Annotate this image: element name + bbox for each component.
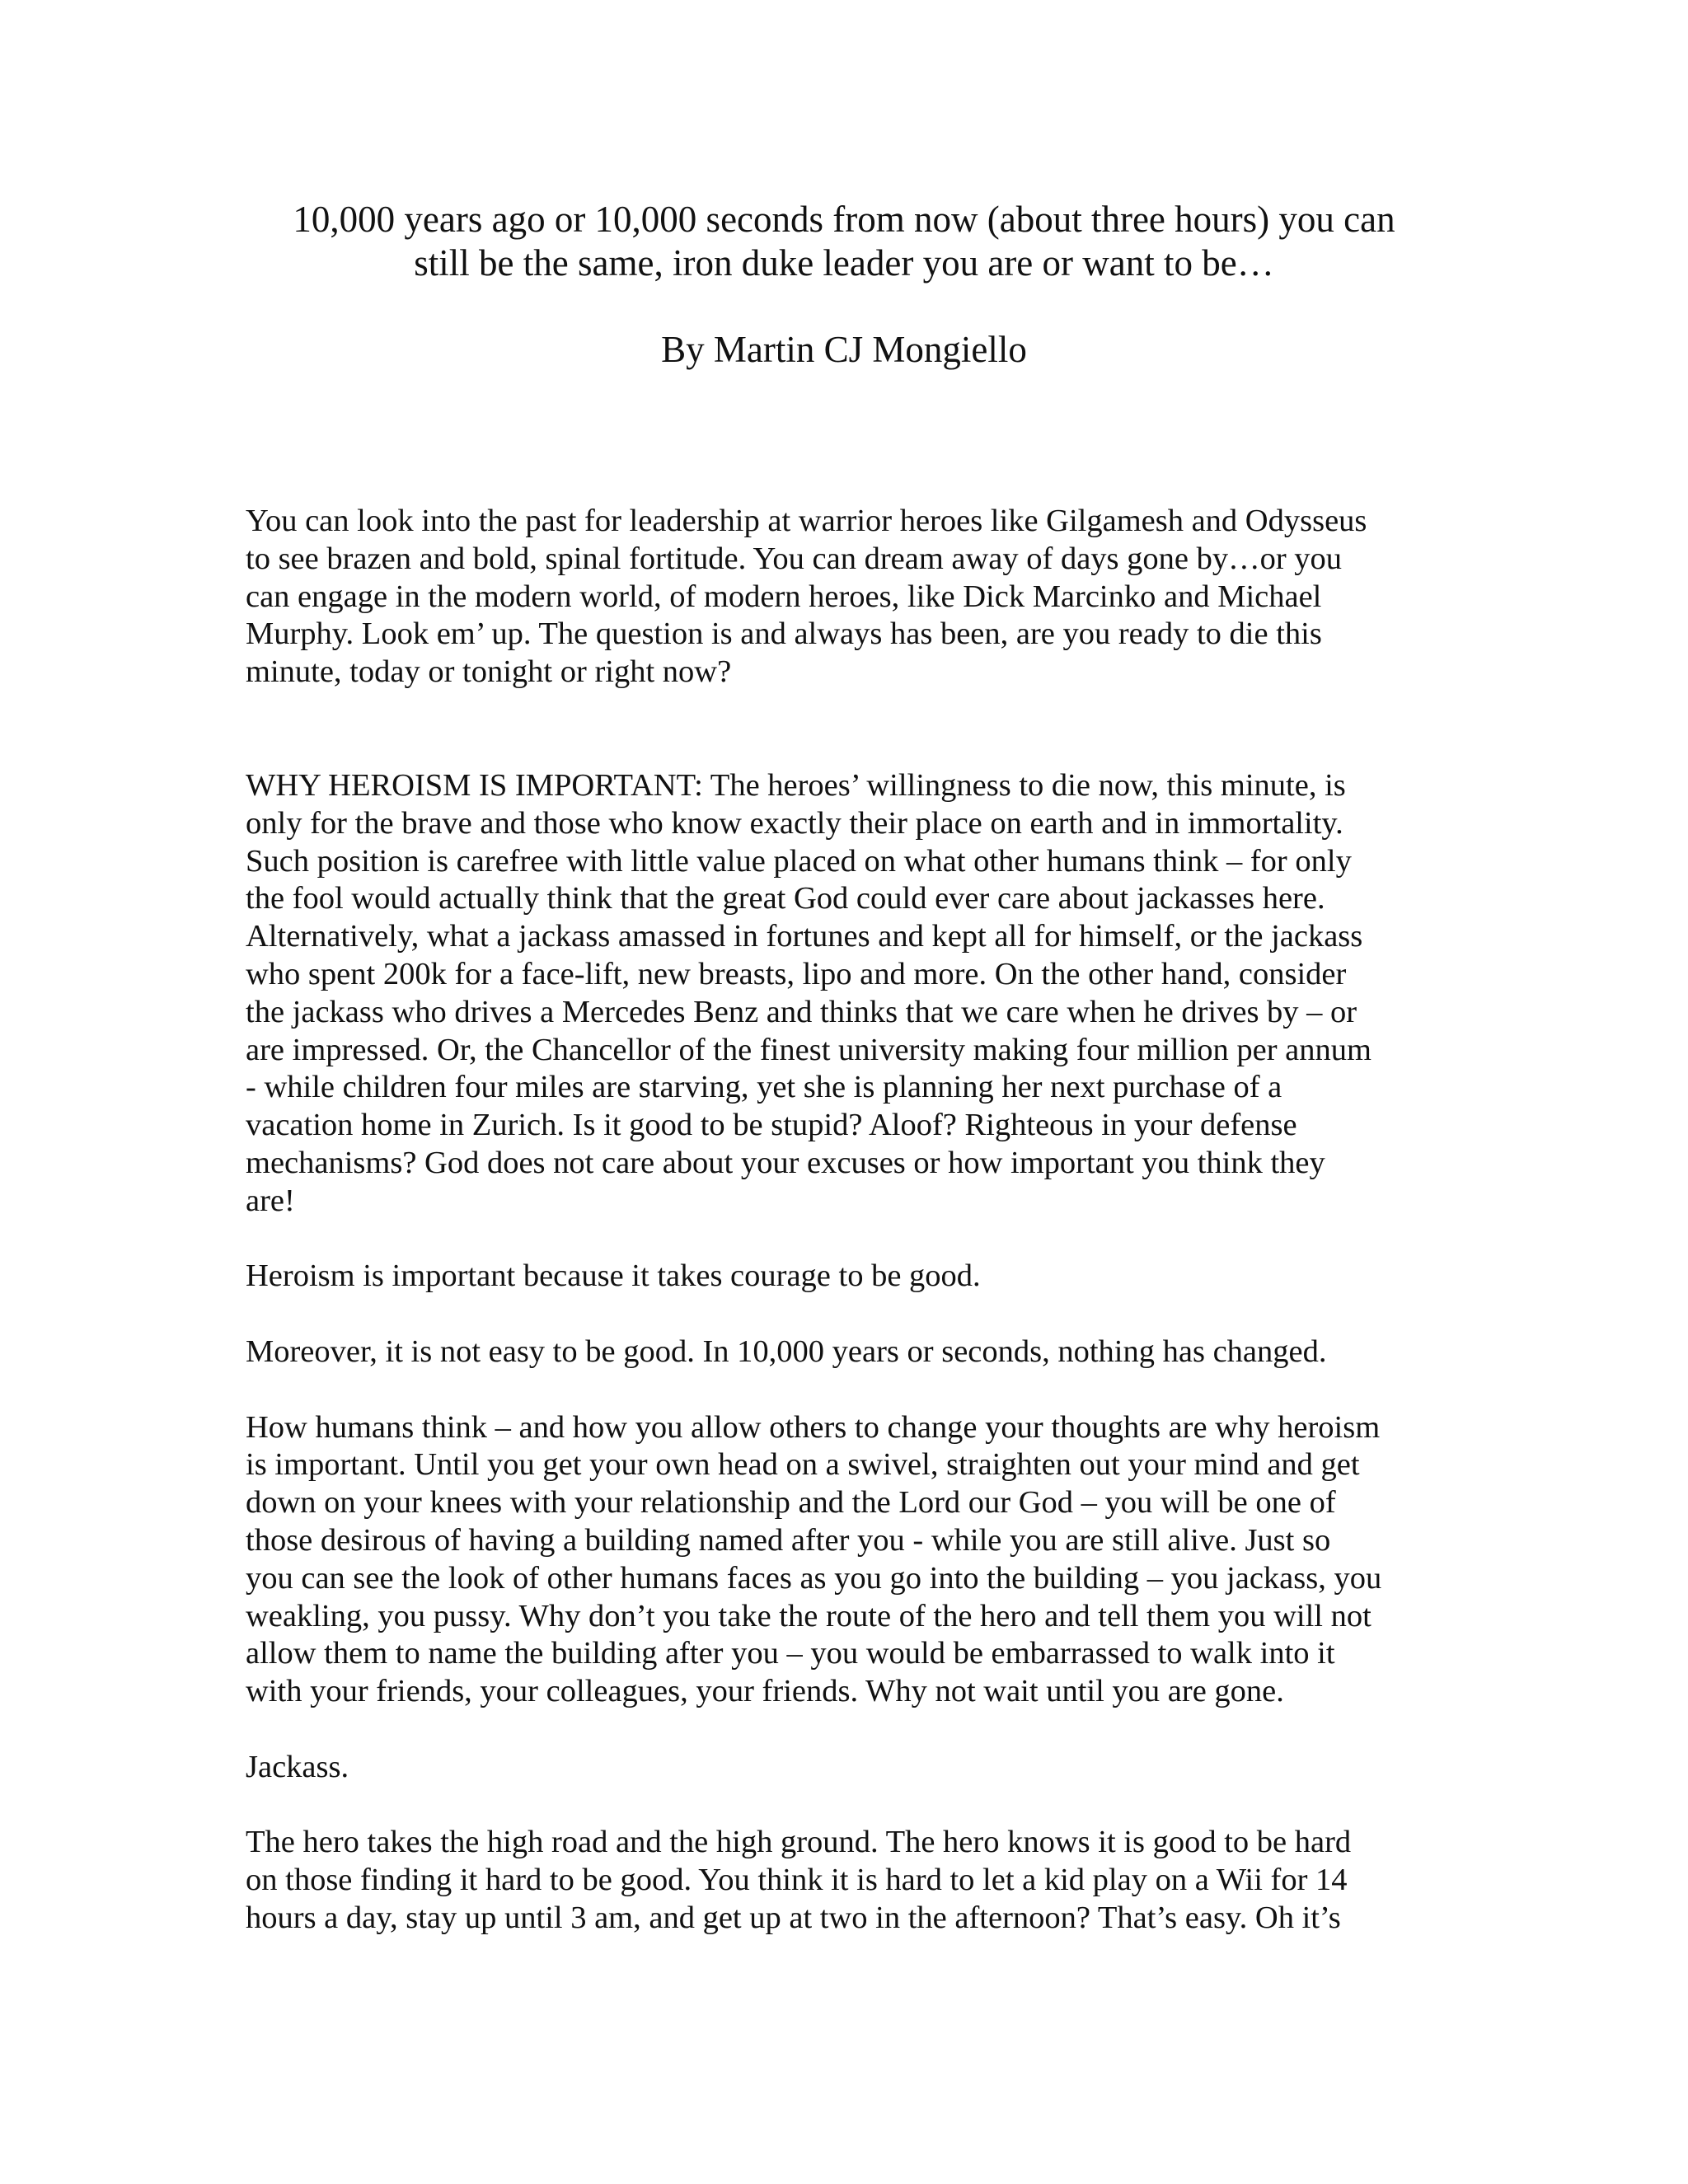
document-body: [246, 503, 1449, 1938]
paragraph-spacer: [246, 1371, 1449, 1409]
author-byline: By Martin CJ Mongiello: [661, 329, 1027, 370]
paragraph-spacer: [246, 1787, 1449, 1825]
paragraph-why-heroism: WHY HEROISM IS IMPORTANT: The heroes’ willingness to die now, this minute, is only for the brave and those who know exactly their place on earth and in immortality. Such position is carefree with little value placed on what other humans think – for only the fool would actually think that the great God could ever care about jackasses here. Alternatively, what a jackass amassed in fortunes and kept all for himself, or the jackass who spent 200k for a face-lift, new breasts, lipo and more. On the other hand, consider the jackass who drives a Mercedes Benz and thinks that we care when he drives by – or are impressed. Or, the Chancellor of the finest university making four million per annum - while children four miles are starving, yet she is planning her next purchase of a vacation home in Zurich. Is it good to be stupid? Aloof? Righteous in your defense mechanisms? God does not care about your excuses or how important you think they are!: [246, 767, 1372, 1218]
paragraph-spacer: [246, 1296, 1449, 1333]
paragraph-hero-high-road: The hero takes the high road and the high ground. The hero knows it is good to be hard on those finding it hard to be good. You think it is hard to let a kid play on a Wii for 14 hours a day, stay up until 3 am, and get up at two in the afternoon? That’s easy. Oh it’s: [246, 1825, 1352, 1935]
paragraph-spacer: [246, 1221, 1449, 1258]
paragraph-courage: Heroism is important because it takes courage to be good.: [246, 1258, 981, 1294]
paragraph-how-humans-think: How humans think – and how you allow others to change your thoughts are why heroism is important. Until you get your own head on a swivel, straighten out your mind and get down on your knees with your relationship and the Lord our God – you will be one of those desirous of having a building named after you - while you are still alive. Just so you can see the look of other humans faces as you go into the building – you jackass, you weakling, you pussy. Why don’t you take the route of the hero and tell them you will not allow them to name the building after you – you would be embarrassed to walk into it with your friends, your colleagues, your friends. Why not wait until you are gone.: [246, 1409, 1382, 1709]
paragraph-spacer: [246, 691, 1449, 767]
document-title: 10,000 years ago or 10,000 seconds from now (about three hours) you can still be the same, iron duke leader you are or want to be…: [293, 199, 1395, 284]
paragraph-spacer: [246, 1711, 1449, 1749]
paragraph-jackass: Jackass.: [246, 1749, 349, 1784]
paragraph-intro: You can look into the past for leadership at warrior heroes like Gilgamesh and Odysseus to see brazen and bold, spinal fortitude. You can dream away of days gone by…or you can engage in the modern world, of modern heroes, like Dick Marcinko and Michael Murphy. Look em’ up. The question is and always has been, are you ready to die this minute, today or tonight or right now?: [246, 504, 1367, 690]
paragraph-moreover: Moreover, it is not easy to be good. In 10,000 years or seconds, nothing has changed.: [246, 1333, 1327, 1369]
